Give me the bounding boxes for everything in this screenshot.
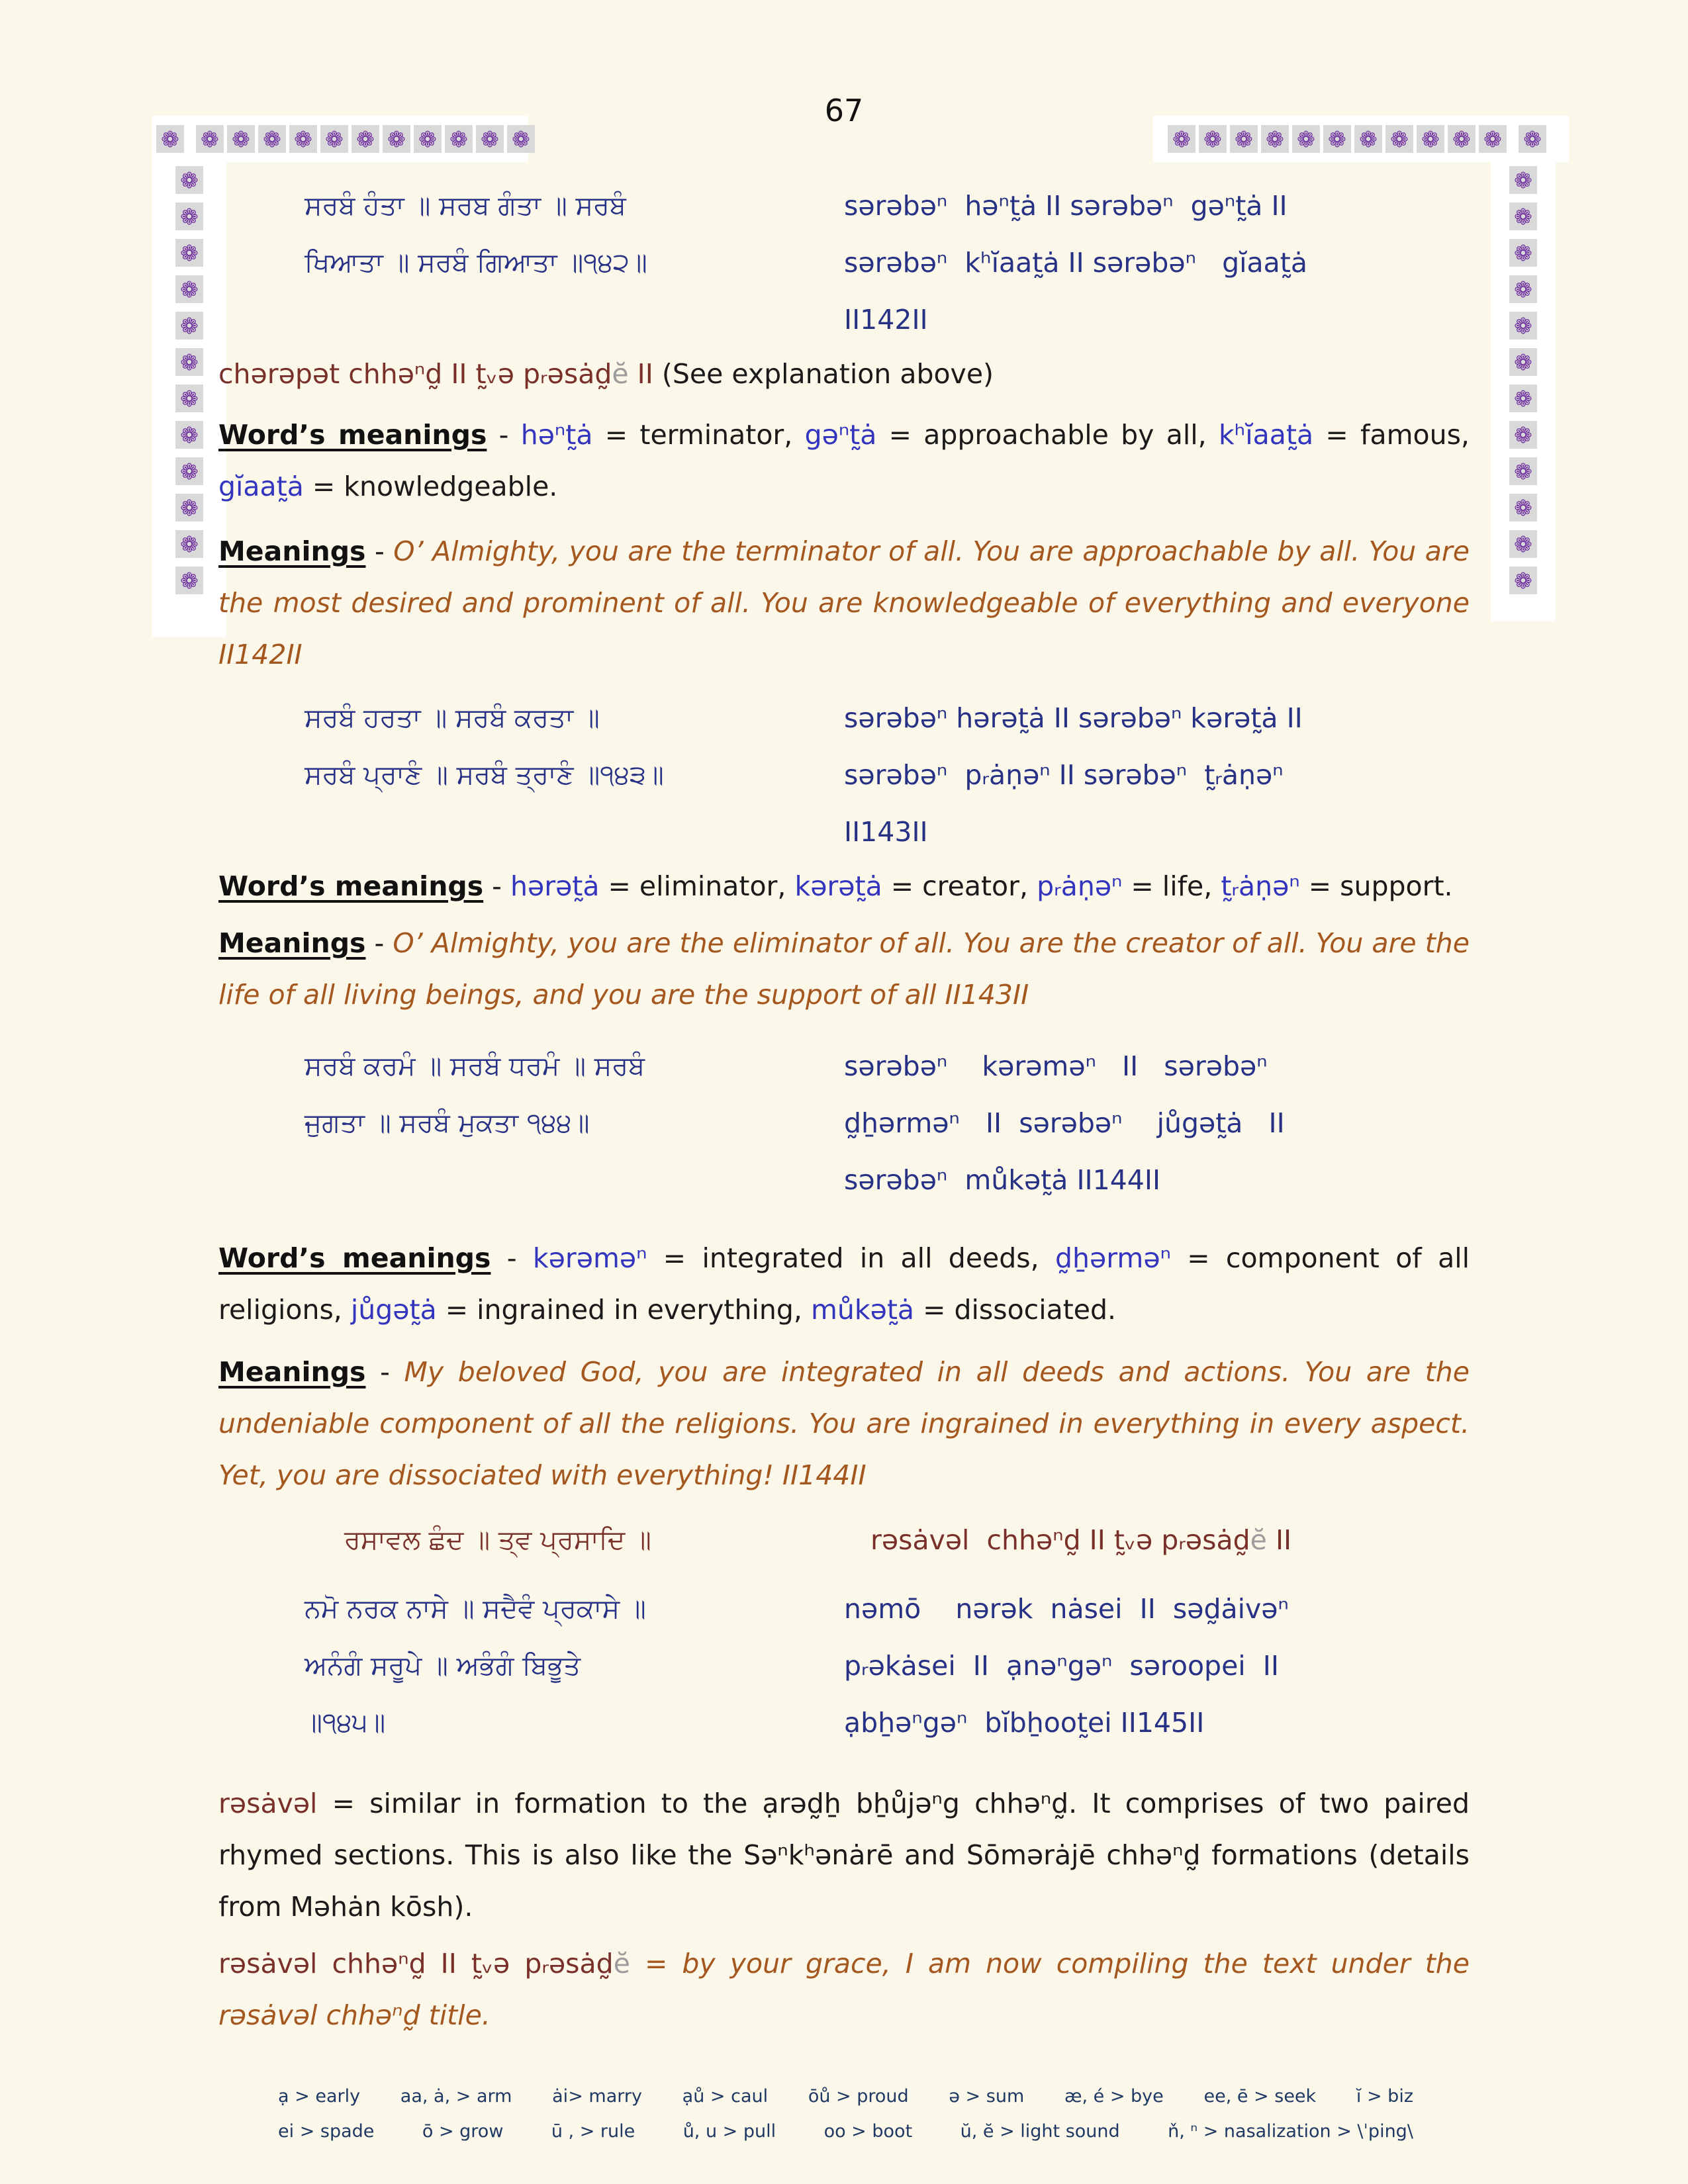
gurmukhi-chhand-title: ਰਸਾਵਲ ਛੰਦ ॥ ਤ੍ਵ ਪ੍ਰਸਾਦਿ ॥ [344, 1525, 651, 1555]
flower-cell [1261, 125, 1289, 153]
text-segment-blue: gĭaat̰ȧ [218, 471, 304, 502]
text-segment-brown: O’ Almighty, you are the eliminator of all. You are the creator of all. You are the life of all living beings, and you are the support of all II143II [218, 927, 1470, 1011]
gurmukhi-text-145 [218, 1580, 844, 1751]
text-segment-gray: ĕ [1250, 1524, 1267, 1556]
flower-cell [1509, 275, 1537, 303]
flower-cell [445, 125, 473, 153]
text-segment-label: Meanings [218, 927, 366, 959]
pronunciation-key-item: ō > grow [422, 2121, 504, 2142]
rasaval-formation-note [218, 1778, 1470, 1933]
flower-cell [414, 125, 442, 153]
flower-icon: ❁ [481, 126, 499, 152]
flower-icon: ❁ [356, 126, 375, 152]
pronunciation-key [278, 2086, 1413, 2142]
text-segment-maroon: rəsȧvəl chhəⁿd̰ II t̰ᵥə pᵣəsȧd̰ [870, 1524, 1250, 1556]
pronunciation-key-item: ů, u > pull [682, 2121, 776, 2142]
flower-cell [352, 125, 379, 153]
flower-icon: ❁ [1514, 385, 1532, 412]
text-segment-black: = ingrained in everything, [436, 1294, 811, 1326]
text-segment-brown: = by your grace, I am now compiling the text under the rəsȧvəl chhəⁿd̰ title. [218, 1948, 1470, 2031]
text-line: sərəbəⁿ hərət̰ȧ II sərəbəⁿ kərət̰ȧ II [844, 702, 1303, 734]
flower-icon: ❁ [1172, 126, 1191, 152]
text-segment-black: - [487, 419, 521, 451]
flower-cell [1509, 567, 1537, 594]
flower-column [175, 166, 203, 603]
text-segment-label: Meanings [218, 1356, 366, 1388]
text-segment-black: - [365, 535, 394, 567]
text-segment-black: = approachable by all, [876, 419, 1219, 451]
text-segment-blue: d̰ẖərməⁿ [1055, 1242, 1171, 1274]
flower-cell [1292, 125, 1320, 153]
flower-cell [175, 567, 203, 594]
text-line: d̰ẖərməⁿ II sərəbəⁿ jůgət̰ȧ II [844, 1107, 1285, 1139]
verse-144 [218, 1038, 1470, 1208]
flower-icon: ❁ [1421, 126, 1440, 152]
flower-cell [289, 125, 317, 153]
flower-icon: ❁ [1203, 126, 1222, 152]
flower-icon: ❁ [1514, 458, 1532, 484]
text-line: sərəbəⁿ můkət̰ȧ II144II [844, 1164, 1161, 1196]
text-segment-black: - [365, 1356, 404, 1388]
text-line: nəmō nərək nȧsei II səd̰ȧivəⁿ [844, 1593, 1289, 1625]
border-top-right [1153, 116, 1569, 162]
text-segment-label: Word’s meanings [218, 1242, 491, 1274]
flower-cell [175, 494, 203, 522]
flower-icon: ❁ [180, 240, 199, 266]
transliteration-143 [844, 690, 1470, 860]
text-segment-blue: kʰĭaat̰ȧ [1218, 419, 1314, 451]
flower-icon: ❁ [1514, 567, 1532, 594]
flower-cell [1509, 457, 1537, 485]
flower-icon: ❁ [180, 385, 199, 412]
rasaval-chhand-header [218, 1512, 1470, 1569]
text-segment-black: = life, [1122, 870, 1221, 902]
flower-icon: ❁ [180, 458, 199, 484]
text-line: ạbẖəⁿgəⁿ bĭbẖoot̰ei II145II [844, 1707, 1205, 1739]
text-line: ਸਰਬੰ ਹੰਤਾ ॥ ਸਰਬ ਗੰਤਾ ॥ ਸਰਬੰ [305, 191, 626, 221]
flower-icon: ❁ [1514, 422, 1532, 448]
text-line: ਅਨੰਗੰ ਸਰੂਪੇ ॥ ਅਭੰਗੰ ਬਿਭੂਤੇ [305, 1651, 581, 1681]
flower-icon: ❁ [1514, 531, 1532, 557]
verse-143 [218, 690, 1470, 860]
flower-icon: ❁ [1359, 126, 1378, 152]
text-segment-maroon: rəsȧvəl chhəⁿd̰ II t̰ᵥə pᵣəsȧd̰ [218, 1948, 614, 1979]
text-segment-gray: ĕ [613, 1948, 630, 1979]
pronunciation-key-item: ei > spade [278, 2121, 375, 2142]
text-segment-black: - [483, 870, 511, 902]
text-segment-black: = integrated in all deeds, [647, 1242, 1056, 1274]
pronunciation-key-item: ĭ > biz [1356, 2086, 1413, 2107]
flower-cell [1509, 494, 1537, 522]
gurmukhi-text-144 [218, 1038, 844, 1208]
meanings-142 [218, 525, 1470, 680]
words-meanings-143 [218, 860, 1470, 912]
flower-cell [1509, 166, 1537, 194]
text-line: sərəbəⁿ kərəməⁿ II sərəbəⁿ [844, 1050, 1268, 1082]
flower-cell [175, 166, 203, 194]
flower-icon: ❁ [1514, 312, 1532, 339]
transliteration-145 [844, 1580, 1470, 1751]
flower-row [1168, 125, 1510, 153]
flower-cell [1354, 125, 1382, 153]
text-segment-blue: t̰ᵣȧṇəⁿ [1221, 870, 1300, 902]
flower-cell [320, 125, 348, 153]
flower-icon: ❁ [1452, 126, 1471, 152]
flower-cell [507, 125, 535, 153]
flower-icon: ❁ [449, 126, 468, 152]
text-line: II143II [844, 816, 928, 848]
flower-cell [175, 275, 203, 303]
text-segment-maroon: II [628, 358, 662, 390]
flower-cell [1199, 125, 1227, 153]
flower-cell [383, 125, 410, 153]
flower-cell [175, 421, 203, 449]
flower-cell [1479, 125, 1507, 153]
flower-cell [258, 125, 286, 153]
text-segment-black: = dissociated. [914, 1294, 1117, 1326]
flower-icon: ❁ [1523, 126, 1542, 152]
pronunciation-key-item: ōů > proud [808, 2086, 909, 2107]
flower-cell [175, 348, 203, 376]
text-segment-black: = creator, [882, 870, 1037, 902]
text-segment-brown: O’ Almighty, you are the terminator of all. You are approachable by all. You are the most desired and prominent of all. You are knowledgeable of everything and everyone II142II [218, 535, 1470, 670]
text-segment-black: = knowledgeable. [303, 471, 558, 502]
flower-icon: ❁ [201, 126, 219, 152]
flower-icon: ❁ [1514, 240, 1532, 266]
flower-icon: ❁ [180, 567, 199, 594]
words-meanings-144 [218, 1232, 1470, 1336]
flower-icon: ❁ [180, 312, 199, 339]
flower-cell [196, 125, 224, 153]
pronunciation-key-item: ū , > rule [551, 2121, 635, 2142]
flower-cell [175, 530, 203, 558]
text-line: ਸਰਬੰ ਕਰਮੰ ॥ ਸਰਬੰ ਧਰਮੰ ॥ ਸਰਬੰ [305, 1051, 645, 1081]
text-segment-blue: můkət̰ȧ [810, 1294, 915, 1326]
page-content [218, 177, 1470, 2041]
text-segment-maroon: rəsȧvəl [218, 1788, 318, 1819]
flower-cell [1509, 348, 1537, 376]
text-line: ਜੁਗਤਾ ॥ ਸਰਬੰ ਮੁਕਤਾ ੧੪੪॥ [305, 1108, 590, 1138]
text-segment-black: - [365, 927, 393, 959]
text-segment-maroon: II [1266, 1524, 1292, 1556]
text-line: ਨਮੋ ਨਰਕ ਨਾਸੇ ॥ ਸਦੈਵੰ ਪ੍ਰਕਾਸੇ ॥ [305, 1594, 646, 1624]
pronunciation-key-item: ạ > early [278, 2086, 361, 2107]
text-segment-blue: kərət̰ȧ [794, 870, 882, 902]
meanings-144 [218, 1346, 1470, 1501]
transliteration-144 [844, 1038, 1470, 1208]
flower-icon: ❁ [1297, 126, 1315, 152]
text-segment-blue: həⁿt̰ȧ [520, 419, 593, 451]
text-segment-black: = famous, [1313, 419, 1470, 451]
flower-icon: ❁ [180, 276, 199, 302]
text-line: sərəbəⁿ pᵣȧṇəⁿ II sərəbəⁿ t̰ᵣȧṇəⁿ [844, 759, 1284, 791]
text-segment-black: = component of all religions, [218, 1242, 1470, 1326]
flower-cell [1385, 125, 1413, 153]
verse-145 [218, 1580, 1470, 1751]
text-segment-black: = support. [1299, 870, 1453, 902]
pronunciation-key-item: ň, ⁿ > nasalization > \ˈping\ [1168, 2121, 1413, 2142]
flower-cell [175, 385, 203, 412]
text-line: ਸਰਬੰ ਹਰਤਾ ॥ ਸਰਬੰ ਕਰਤਾ ॥ [305, 703, 600, 733]
flower-icon: ❁ [1514, 494, 1532, 521]
flower-cell [175, 312, 203, 340]
flower-cell [175, 239, 203, 267]
pronunciation-key-item: aa, ȧ, > arm [400, 2086, 512, 2107]
flower-icon: ❁ [387, 126, 406, 152]
pronunciation-key-row-1 [278, 2086, 1413, 2107]
corner-cell [1519, 125, 1546, 153]
flower-icon: ❁ [1328, 126, 1346, 152]
text-segment-blue: jůgət̰ȧ [350, 1294, 437, 1326]
flower-icon: ❁ [180, 203, 199, 230]
gurmukhi-text-142 [218, 177, 844, 348]
flower-cell [1509, 312, 1537, 340]
flower-icon: ❁ [180, 531, 199, 557]
text-segment-black: = eliminator, [599, 870, 795, 902]
flower-cell [227, 125, 255, 153]
flower-icon: ❁ [1235, 126, 1253, 152]
flower-icon: ❁ [1514, 276, 1532, 302]
flower-icon: ❁ [512, 126, 530, 152]
verse-142 [218, 177, 1470, 348]
pronunciation-key-row-2 [278, 2121, 1413, 2142]
text-segment-black: = similar in formation to the ạrəd̰ẖ bẖůjəⁿg chhəⁿd̰. It comprises of two paired rhymed sections. This is also like the Səⁿkʰənȧrē and Sōmərȧjē chhəⁿd̰ formations (details from Məhȧn kōsh). [218, 1788, 1470, 1923]
transliteration-142 [844, 177, 1470, 348]
pronunciation-key-item: æ, é > bye [1064, 2086, 1164, 2107]
flower-icon: ❁ [232, 126, 250, 152]
flower-icon: ❁ [180, 349, 199, 375]
flower-icon: ❁ [180, 422, 199, 448]
text-segment-black: - [491, 1242, 533, 1274]
pronunciation-key-item: ee, ē > seek [1203, 2086, 1317, 2107]
border-left [152, 162, 226, 637]
flower-cell [1509, 421, 1537, 449]
text-line: pᵣəkȧsei II ạnəⁿgəⁿ səroopei II [844, 1650, 1279, 1682]
flower-icon: ❁ [1514, 349, 1532, 375]
flower-cell [175, 457, 203, 485]
chhand-heading-line [218, 348, 1470, 400]
flower-cell [1448, 125, 1476, 153]
text-segment-label: Meanings [218, 535, 366, 567]
text-line: II142II [844, 304, 928, 336]
transliteration-chhand-title [844, 1512, 1470, 1569]
flower-cell [1168, 125, 1196, 153]
text-segment-label: Word’s meanings [218, 419, 487, 451]
flower-icon: ❁ [294, 126, 312, 152]
text-line: sərəbəⁿ kʰĭaat̰ȧ II sərəbəⁿ gĭaat̰ȧ [844, 247, 1307, 279]
pronunciation-key-item: ə > sum [949, 2086, 1025, 2107]
rasaval-grace-note [218, 1938, 1470, 2041]
gurmukhi-text-143 [218, 690, 844, 860]
text-line: ਸਰਬੰ ਪ੍ਰਾਣੰ ॥ ਸਰਬੰ ਤ੍ਰਾਣੰ ॥੧੪੩॥ [305, 760, 664, 790]
pronunciation-key-item: ạů > caul [682, 2086, 769, 2107]
flower-cell [1509, 203, 1537, 230]
corner-cell [156, 125, 184, 153]
flower-cell [1509, 530, 1537, 558]
text-segment-label: Word’s meanings [218, 870, 484, 902]
meanings-143 [218, 917, 1470, 1021]
flower-icon: ❁ [263, 126, 281, 152]
flower-icon: ❁ [1514, 203, 1532, 230]
pronunciation-key-item: oo > boot [823, 2121, 913, 2142]
flower-icon: ❁ [180, 167, 199, 193]
flower-cell [1230, 125, 1258, 153]
flower-icon: ❁ [1266, 126, 1284, 152]
flower-icon: ❁ [180, 494, 199, 521]
text-line: ਖਿਆਤਾ ॥ ਸਰਬੰ ਗਿਆਤਾ ॥੧੪੨॥ [305, 248, 647, 278]
flower-cell [175, 203, 203, 230]
text-segment-black: (See explanation above) [661, 358, 994, 390]
flower-icon: ❁ [418, 126, 437, 152]
page-number: 67 [824, 93, 864, 128]
flower-icon: ❁ [1514, 167, 1532, 193]
text-line: sərəbəⁿ həⁿt̰ȧ II sərəbəⁿ gəⁿt̰ȧ II [844, 190, 1288, 222]
text-segment-maroon: chərəpət chhəⁿd̰ II t̰ᵥə pᵣəsȧd̰ [218, 358, 612, 390]
text-segment-blue: gəⁿt̰ȧ [804, 419, 877, 451]
flower-column [1509, 166, 1537, 603]
flower-icon: ❁ [1390, 126, 1409, 152]
flower-cell [1417, 125, 1444, 153]
flower-row [196, 125, 538, 153]
flower-icon: ❁ [1483, 126, 1502, 152]
flower-cell [476, 125, 504, 153]
flower-cell [1509, 385, 1537, 412]
text-segment-gray: ĕ [612, 358, 629, 390]
text-line: ॥੧੪੫॥ [305, 1707, 386, 1738]
text-segment-brown: My beloved God, you are integrated in all deeds and actions. You are the undeniable component of all the religions. You are ingrained in everything in every aspect. Yet, you are dissociated with everything! II144II [218, 1356, 1470, 1491]
border-right [1491, 162, 1556, 621]
pronunciation-key-item: ŭ, ĕ > light sound [960, 2121, 1120, 2142]
flower-icon: ❁ [325, 126, 344, 152]
pronunciation-key-item: ȧi> marry [552, 2086, 642, 2107]
text-segment-blue: pᵣȧṇəⁿ [1037, 870, 1123, 902]
words-meanings-142 [218, 409, 1470, 512]
flower-cell [1323, 125, 1351, 153]
flower-icon: ❁ [161, 126, 179, 152]
border-top-left [152, 116, 528, 162]
flower-cell [1509, 239, 1537, 267]
text-segment-black: = terminator, [592, 419, 805, 451]
text-segment-blue: kərəməⁿ [532, 1242, 647, 1274]
text-segment-blue: hərət̰ȧ [510, 870, 600, 902]
